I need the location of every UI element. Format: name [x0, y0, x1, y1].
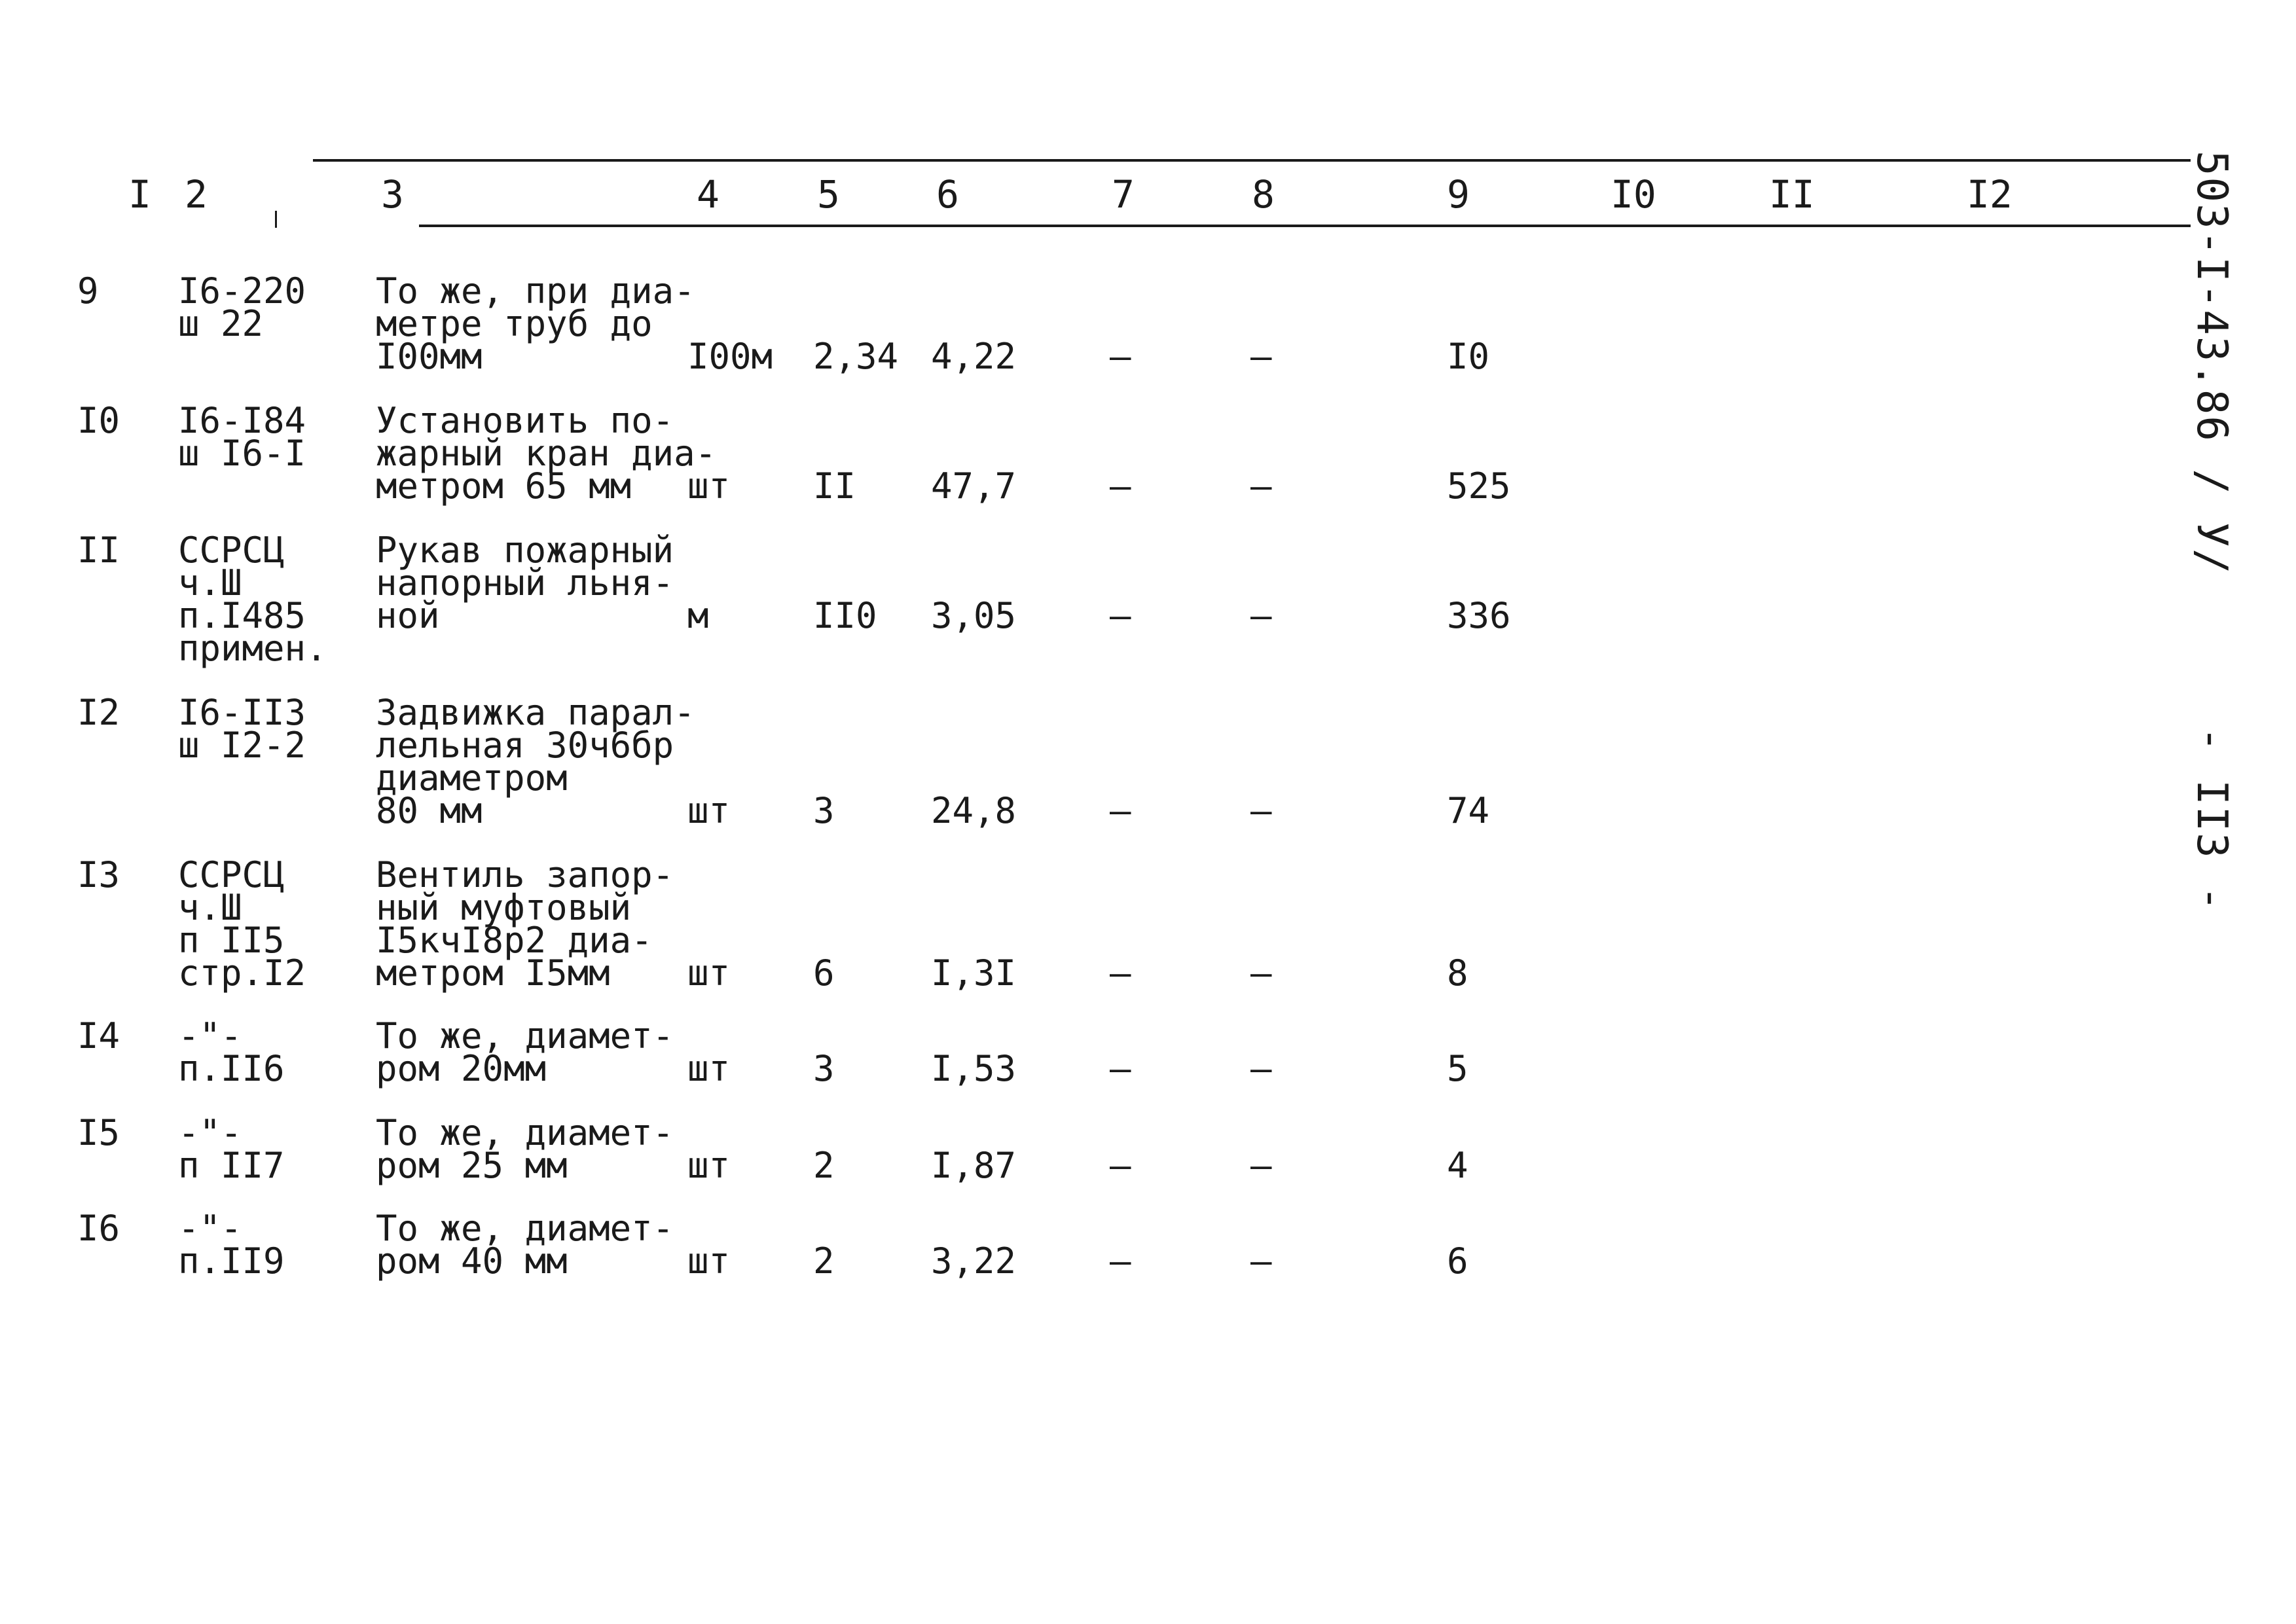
header-col-5: 5 — [817, 172, 840, 217]
unit-price-cell: I,87 — [931, 1145, 1017, 1186]
norm-code — [178, 1112, 285, 1186]
col7-cell: – — [1110, 595, 1131, 636]
quantity-cell: II — [813, 465, 856, 507]
norm-code — [178, 1015, 285, 1089]
header-col-10: I0 — [1611, 172, 1656, 217]
norm-code-line: п.I485 — [178, 595, 306, 636]
header-col-7: 7 — [1112, 172, 1135, 217]
quantity-cell: 2 — [813, 1145, 835, 1186]
header-col-4: 4 — [697, 172, 720, 217]
row-number: 9 — [77, 270, 99, 312]
norm-code — [178, 692, 306, 766]
col7-cell: – — [1110, 790, 1131, 831]
col8-cell: – — [1250, 595, 1272, 636]
unit-cell: м — [687, 595, 709, 636]
work-name-line: напорный льня- — [376, 562, 674, 604]
work-name-line: I00мм — [376, 336, 483, 377]
unit-price-cell: 47,7 — [931, 465, 1017, 507]
row-number: II — [77, 530, 120, 571]
row-number: I4 — [77, 1015, 120, 1056]
work-name-line: ной — [376, 595, 440, 636]
document-code: 503-I-43.86 / У/ — [2187, 151, 2236, 575]
work-name-line: лельная 30ч6бр — [376, 725, 674, 766]
col7-cell: – — [1110, 465, 1131, 507]
total-cost-cell: 74 — [1447, 790, 1490, 831]
header-col-3: 3 — [381, 172, 404, 217]
work-name-line: метром I5мм — [376, 952, 610, 994]
col7-cell: – — [1110, 952, 1131, 994]
norm-code-line: -"- — [178, 1112, 242, 1153]
unit-price-cell: I,53 — [931, 1048, 1017, 1089]
row-number: I2 — [77, 692, 120, 733]
norm-code-line: примен. — [178, 628, 327, 669]
total-cost-cell: 4 — [1447, 1145, 1468, 1186]
table-row — [0, 400, 2160, 535]
row-number: I0 — [77, 400, 120, 441]
norm-code-line: п II7 — [178, 1145, 285, 1186]
col7-cell: – — [1110, 1240, 1131, 1282]
unit-cell: шт — [687, 1240, 731, 1282]
work-name-line: жарный кран диа- — [376, 433, 717, 474]
work-name — [376, 1015, 674, 1089]
work-name — [376, 1208, 674, 1282]
norm-code-line: I6-220 — [178, 270, 306, 312]
work-name-line: Установить по- — [376, 400, 674, 441]
table-row — [0, 854, 2160, 994]
unit-cell: шт — [687, 465, 731, 507]
unit-price-cell: 3,22 — [931, 1240, 1017, 1282]
work-name-line: метром 65 мм — [376, 465, 632, 507]
total-cost-cell: 6 — [1447, 1240, 1468, 1282]
norm-code — [178, 530, 327, 669]
col7-cell: – — [1110, 336, 1131, 377]
work-name — [376, 400, 717, 507]
table-row — [0, 1208, 2160, 1343]
unit-cell: I00м — [687, 336, 773, 377]
work-name-line: ный муфтовый — [376, 887, 632, 928]
work-name-line: Вентиль запор- — [376, 854, 674, 895]
quantity-cell: 2 — [813, 1240, 835, 1282]
norm-code — [178, 854, 306, 994]
header-top-rule — [313, 159, 2191, 162]
norm-code-line: ш I6-I — [178, 433, 306, 474]
col8-cell: – — [1250, 790, 1272, 831]
unit-cell: шт — [687, 1048, 731, 1089]
row-number: I5 — [77, 1112, 120, 1153]
total-cost-cell: 336 — [1447, 595, 1511, 636]
col8-cell: – — [1250, 336, 1272, 377]
quantity-cell: 2,34 — [813, 336, 899, 377]
header-bottom-rule — [419, 225, 2191, 227]
work-name-line: I5кчI8р2 диа- — [376, 920, 653, 961]
table-row — [0, 692, 2160, 831]
header-col-11: II — [1769, 172, 1815, 217]
work-name-line: ром 25 мм — [376, 1145, 568, 1186]
norm-code-line: -"- — [178, 1015, 242, 1056]
col8-cell: – — [1250, 465, 1272, 507]
norm-code-line: I6-II3 — [178, 692, 306, 733]
quantity-cell: II0 — [813, 595, 877, 636]
norm-code-line: ССРСЦ — [178, 530, 285, 571]
norm-code — [178, 1208, 285, 1282]
total-cost-cell: 8 — [1447, 952, 1468, 994]
work-name — [376, 270, 695, 377]
norm-code — [178, 400, 306, 474]
quantity-cell: 6 — [813, 952, 835, 994]
work-name-line: 80 мм — [376, 790, 483, 831]
row-number: I3 — [77, 854, 120, 895]
row-number: I6 — [77, 1208, 120, 1249]
work-name-line: То же, диамет- — [376, 1208, 674, 1249]
work-name-line: Задвижка парал- — [376, 692, 695, 733]
work-name-line: ром 20мм — [376, 1048, 547, 1089]
work-name-line: То же, при диа- — [376, 270, 695, 312]
norm-code-line: ч.Ш — [178, 887, 242, 928]
norm-code-line: -"- — [178, 1208, 242, 1249]
col7-cell: – — [1110, 1145, 1131, 1186]
work-name — [376, 854, 674, 994]
total-cost-cell: I0 — [1447, 336, 1490, 377]
unit-cell: шт — [687, 952, 731, 994]
norm-code-line: стр.I2 — [178, 952, 306, 994]
norm-code-line: ССРСЦ — [178, 854, 285, 895]
norm-code-line: ш 22 — [178, 303, 264, 344]
unit-cell: шт — [687, 1145, 731, 1186]
work-name-line: метре труб до — [376, 303, 653, 344]
header-col-1: I — [128, 172, 151, 217]
norm-code-line: п II5 — [178, 920, 285, 961]
unit-price-cell: 3,05 — [931, 595, 1017, 636]
col8-cell: – — [1250, 952, 1272, 994]
work-name — [376, 1112, 674, 1186]
work-name — [376, 692, 695, 831]
header-col-9: 9 — [1447, 172, 1470, 217]
norm-code-line: I6-I84 — [178, 400, 306, 441]
table-row — [0, 530, 2160, 669]
table-row — [0, 270, 2160, 406]
total-cost-cell: 525 — [1447, 465, 1511, 507]
header-col-6: 6 — [936, 172, 959, 217]
page-number: - II3 - — [2187, 727, 2236, 912]
work-name-line: Рукав пожарный — [376, 530, 674, 571]
header-col-8: 8 — [1252, 172, 1275, 217]
norm-code-line: п.II6 — [178, 1048, 285, 1089]
col8-cell: – — [1250, 1145, 1272, 1186]
header-col-12: I2 — [1967, 172, 2013, 217]
quantity-cell: 3 — [813, 790, 835, 831]
header-tick — [275, 211, 277, 228]
work-name — [376, 530, 674, 636]
quantity-cell: 3 — [813, 1048, 835, 1089]
col8-cell: – — [1250, 1048, 1272, 1089]
work-name-line: То же, диамет- — [376, 1015, 674, 1056]
header-col-2: 2 — [185, 172, 208, 217]
unit-price-cell: 24,8 — [931, 790, 1017, 831]
col8-cell: – — [1250, 1240, 1272, 1282]
work-name-line: диаметром — [376, 757, 568, 799]
unit-cell: шт — [687, 790, 731, 831]
norm-code — [178, 270, 306, 344]
work-name-line: ром 40 мм — [376, 1240, 568, 1282]
total-cost-cell: 5 — [1447, 1048, 1468, 1089]
norm-code-line: ч.Ш — [178, 562, 242, 604]
work-name-line: То же, диамет- — [376, 1112, 674, 1153]
norm-code-line: ш I2-2 — [178, 725, 306, 766]
norm-code-line: п.II9 — [178, 1240, 285, 1282]
unit-price-cell: I,3I — [931, 952, 1017, 994]
unit-price-cell: 4,22 — [931, 336, 1017, 377]
col7-cell: – — [1110, 1048, 1131, 1089]
